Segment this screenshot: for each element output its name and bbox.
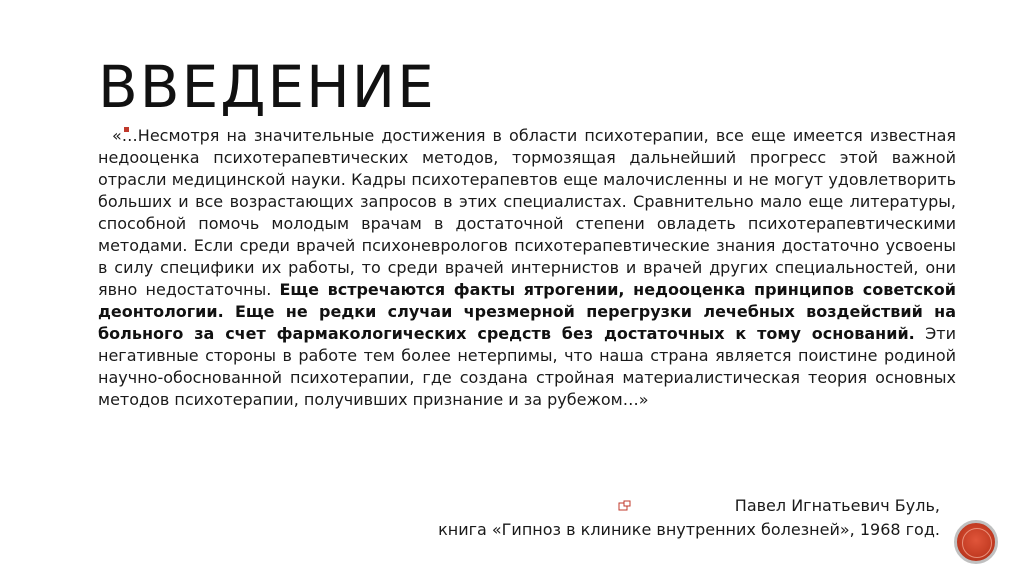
attribution [438, 494, 940, 542]
slide-title: ВВЕДЕНИЕ [98, 53, 436, 121]
nav-circle-icon[interactable] [954, 520, 998, 564]
attribution-author: Павел Игнатьевич Буль, [734, 496, 940, 515]
nav-circle-ring [962, 528, 992, 558]
quote-part-2: Эти негативные стороны в работе тем более нетерпимы, что наша страна является поистине родиной научно-обоснованной психотерапии, где создана стройная материалистическая теория основных методов психотерапии, получивших признание и за рубежом…» [98, 324, 956, 409]
attribution-source: книга «Гипноз в клинике внутренних болезней», 1968 год. [438, 520, 940, 539]
quote-part-1: «…Несмотря на значительные достижения в области психотерапии, все еще имеется известная недооценка психотерапевтических методов, тормозящая дальнейший прогресс этой важной отрасли медицинской науки. Кадры психотерапевтов еще малочисленны и не могут удовлетворить больших и все возрастающих запросов в этих специалистах. Сравнительно мало еще литературы, способной помочь молодым врачам в достаточной степени овладеть психотерапевтическими методами. Если среди врачей психоневрологов психотерапевтические знания достаточно усвоены в силу специфики их работы, то среди врачей интернистов и врачей других специальностей, они явно недостаточны. [98, 126, 956, 299]
quote-text [98, 125, 956, 411]
quote-bold-part: Еще встречаются факты ятрогении, недооценка принципов советской деонтологии. Еще не редки случаи чрезмерной перегрузки лечебных воздействий на больного за счет фармакологических средств без достаточных к тому оснований. [98, 280, 956, 343]
